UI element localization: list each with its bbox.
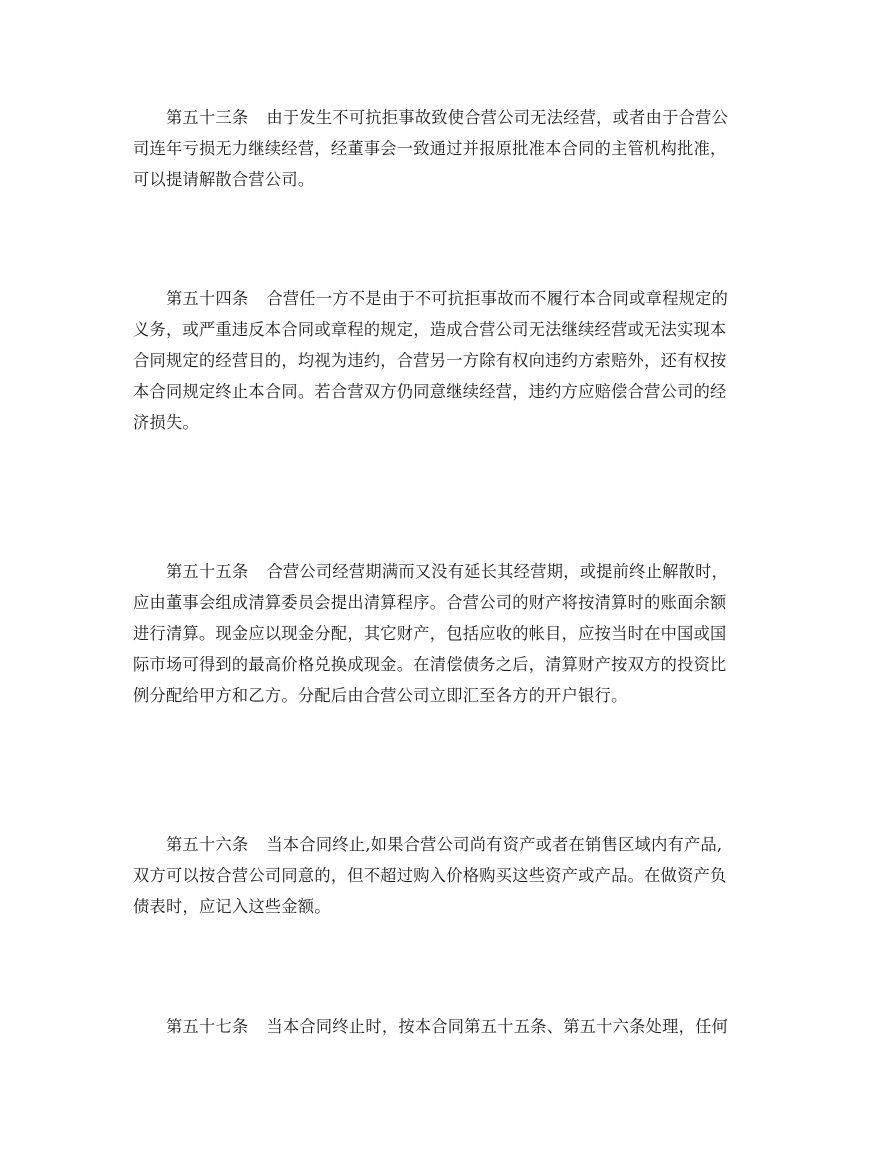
article-text-line: 可以提请解散合营公司。 (133, 170, 315, 189)
article-first-line (133, 283, 765, 314)
article-heading: 第五十六条 (166, 835, 249, 854)
article-first-line (133, 556, 765, 587)
article-first-line (133, 829, 765, 860)
article-54 (133, 283, 765, 438)
article-57 (133, 1011, 765, 1042)
article-heading: 第五十四条 (166, 289, 249, 308)
article-text-line: 本合同规定终止本合同。若合营双方仍同意继续经营，违约方应赔偿合营公司的经 (133, 382, 727, 401)
article-text-line: 由于发生不可抗拒事故致使合营公司无法经营，或者由于合营公 (266, 108, 729, 127)
article-text-line: 际市场可得到的最高价格兑换成现金。在清偿债务之后，清算财产按双方的投资比 (133, 655, 727, 674)
article-text-line: 债表时，应记入这些金额。 (133, 897, 331, 916)
article-text-line: 合营公司经营期满而又没有延长其经营期，或提前终止解散时， (266, 562, 729, 581)
article-heading: 第五十七条 (166, 1017, 249, 1036)
article-text-line: 合同规定的经营目的，均视为违约，合营另一方除有权向违约方索赔外，还有权按 (133, 351, 727, 370)
article-text-line: 双方可以按合营公司同意的，但不超过购入价格购买这些资产或产品。在做资产负 (133, 866, 727, 885)
article-text-line: 进行清算。现金应以现金分配，其它财产，包括应收的帐目，应按当时在中国或国 (133, 624, 727, 643)
article-first-line (133, 1011, 765, 1042)
article-text-line: 合营任一方不是由于不可抗拒事故而不履行本合同或章程规定的 (266, 289, 729, 308)
article-text-line: 司连年亏损无力继续经营，经董事会一致通过并报原批准本合同的主管机构批准， (133, 139, 727, 158)
article-text-line: 当本合同终止,如果合营公司尚有资产或者在销售区域内有产品, (266, 835, 723, 854)
article-55 (133, 556, 765, 711)
article-heading: 第五十五条 (166, 562, 249, 581)
article-53 (133, 102, 765, 195)
article-first-line (133, 102, 765, 133)
article-text-line: 例分配给甲方和乙方。分配后由合营公司立即汇至各方的开户银行。 (133, 686, 628, 705)
article-text-line: 应由董事会组成清算委员会提出清算程序。合营公司的财产将按清算时的账面余额 (133, 593, 727, 612)
article-heading: 第五十三条 (166, 108, 249, 127)
article-text-line: 济损失。 (133, 413, 199, 432)
article-56 (133, 829, 765, 922)
article-text-line: 当本合同终止时，按本合同第五十五条、第五十六条处理，任何 (266, 1017, 729, 1036)
article-text-line: 义务，或严重违反本合同或章程的规定，造成合营公司无法继续经营或无法实现本 (133, 320, 727, 339)
